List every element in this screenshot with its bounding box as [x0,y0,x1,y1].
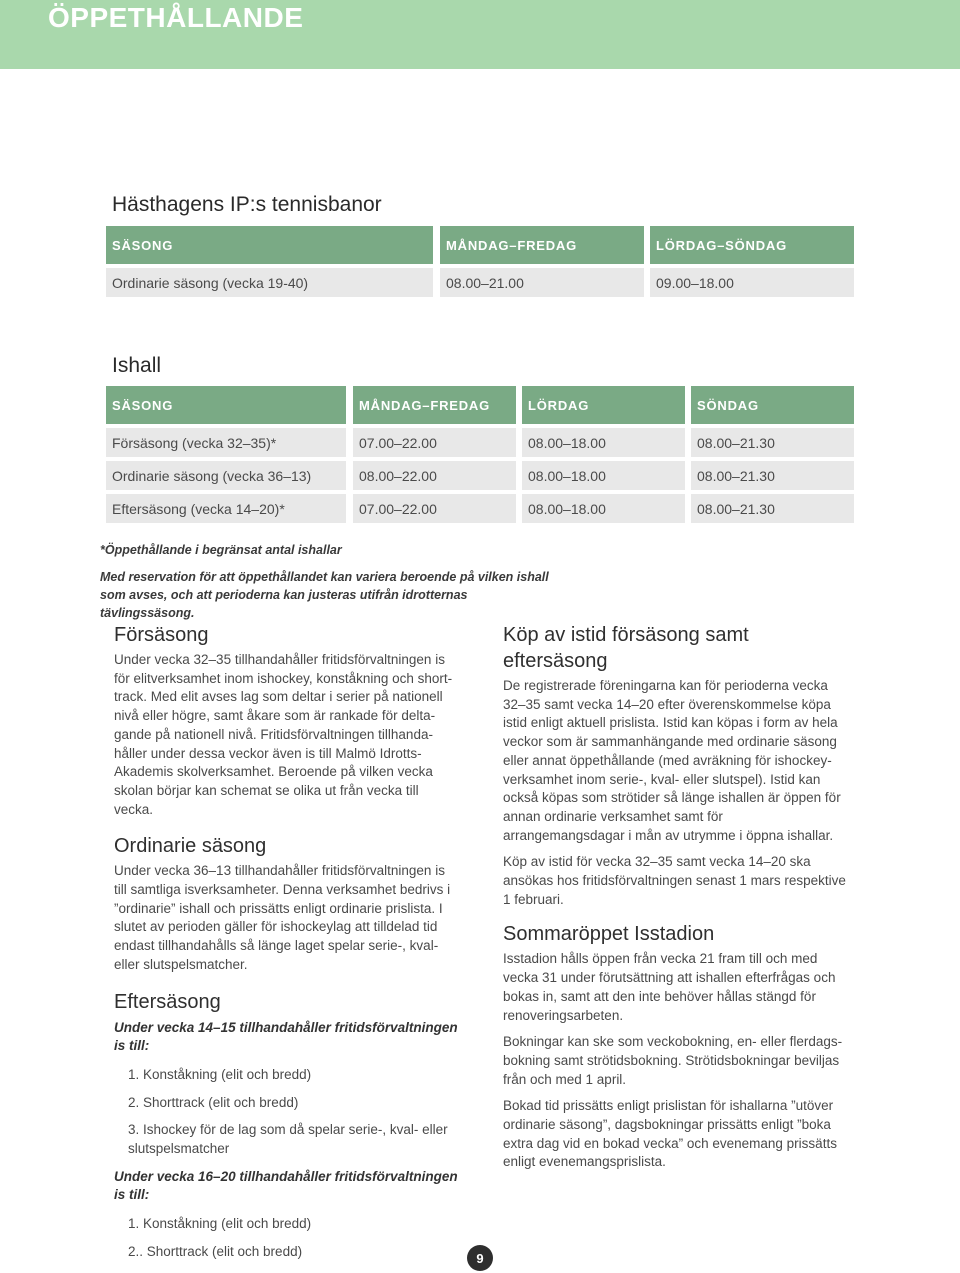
ishall-row2-saturday: 08.00–18.00 [522,461,685,490]
list-item: 1. Konståkning (elit och bredd) [128,1066,312,1082]
page-number: 9 [467,1245,493,1271]
kop-istid-heading: Köp av istid försäsong samt eftersäsong [503,624,749,672]
sommaroppet-heading: Sommaröppet Isstadion [503,923,715,946]
ordinarie-text: Under vecka 36–13 tillhandahåller fritidsförvaltningen is till samtliga isverksamheter. Denna verksamhet bedrivs i ”ordinarie” ishall och prissätts enligt ordinarie prislista. I slutet av perioden gäller för ishockeylag att tilldelad tid endast tillhandahålls så länge laget spelar serie-, kval-eller slutspelsmatcher. [114,863,451,972]
sommaroppet-text-3: Bokad tid prissätts enligt prislistan för ishallarna ”utöver ordinarie säsong”, dagsbokningar prissätts enligt ”boka extra dag vid en bokad vecka” och evenemang prissätts enligt evenemangsprislista. [503,1098,837,1170]
ishall-row3-saturday: 08.00–18.00 [522,494,685,523]
left-column [114,622,459,1262]
ordinarie-heading: Ordinarie säsong [114,835,267,858]
eftersasong-heading: Eftersäsong [114,990,221,1013]
ishall-row2-sunday: 08.00–21.30 [691,461,854,490]
ishall-row1-weekdays: 07.00–22.00 [353,428,516,457]
asterisk-note: *Öppethållande i begränsat antal ishallar [100,543,342,557]
ishall-row1-season: Försäsong (vecka 32–35)* [106,428,346,457]
ishall-row3-season: Eftersäsong (vecka 14–20)* [106,494,346,523]
eftersasong-subheading-1: Under vecka 14–15 tillhandahåller fritidsförvaltningen is till: [114,1019,458,1054]
header-banner [0,0,960,69]
list-item: 3. Ishockey för de lag som då spelar serie-, kval- eller slutspelsmatcher [128,1122,448,1157]
ishall-row3-weekdays: 07.00–22.00 [353,494,516,523]
page-title: ÖPPETHÅLLANDE [48,2,304,33]
ishall-header-saturday: LÖRDAG [522,386,685,424]
kop-istid-text-2: Köp av istid för vecka 32–35 samt vecka 14–20 ska ansökas hos fritidsförvaltningen senast 1 mars respektive 1 februari. [503,854,846,907]
sommaroppet-text-2: Bokningar kan ske som veckobokning, en- eller flerdags-bokning samt strötidsbokning. Strötidsbokningar beviljas från och med 1 april. [503,1034,843,1087]
ishall-row1-sunday: 08.00–21.30 [691,428,854,457]
tennis-header-season: SÄSONG [106,226,433,264]
list-item: 1. Konståkning (elit och bredd) [128,1216,312,1232]
tennis-row-weekdays: 08.00–21.00 [440,268,644,297]
forsasong-text: Under vecka 32–35 tillhandahåller fritidsförvaltningen is för elitverksamhet inom ishockey, konståkning och short-track. Med elit avses lag som deltar i serier på nationell nivå eller högre, samt åkare som är rankade för delta-gande på nationell nivå. Fritidsförvaltningen tillhanda-håller under dessa veckor även is till Malmö Idrotts-Akademis skolverksamhet. Beroende på vilken vecka skolan börjar kan schemat se olika ut från vecka till vecka. [114,652,453,817]
right-column [503,622,848,1172]
kop-istid-text-1: De registrerade föreningarna kan för perioderna vecka 32–35 samt vecka 14–20 efter överenskommelse köpa istid enligt aktuell prislista. Istid kan köpas i form av hela veckor som är sammanhängande med ordinarie säsong eller annat öppethållande (med avräkning för ishockey-verksamhet inom serie-, kval- eller slutspel). Istid kan också köpas som strötider så länge ishallen är öppen för annan ordinarie verksamhet samt för arrangemangsdagar i mån av utrymme i öppna ishallar. [503,678,841,843]
sommaroppet-text-1: Isstadion hålls öppen från vecka 21 fram till och med vecka 31 under förutsättning att ishallen efterfrågas och bokas in, samt att den inte behöver hållas stängd för renoveringsarbeten. [503,951,836,1023]
ishall-row2-weekdays: 08.00–22.00 [353,461,516,490]
ishall-row1-saturday: 08.00–18.00 [522,428,685,457]
reservation-note: Med reservation för att öppethållandet kan variera beroende på vilken ishall som avses, och att perioderna kan justeras utifrån idrotternas tävlingssäsong. [100,570,549,620]
ishall-row3-sunday: 08.00–21.30 [691,494,854,523]
tennis-section-title: Hästhagens IP:s tennisbanor [112,193,382,216]
eftersasong-subheading-2: Under vecka 16–20 tillhandahåller fritidsförvaltningen is till: [114,1168,458,1203]
tennis-row-weekend: 09.00–18.00 [650,268,854,297]
tennis-row-season: Ordinarie säsong (vecka 19-40) [106,268,433,297]
ishall-header-season: SÄSONG [106,386,346,424]
ishall-row2-season: Ordinarie säsong (vecka 36–13) [106,461,346,490]
tennis-header-weekend: LÖRDAG–SÖNDAG [650,226,854,264]
tennis-header-weekdays: MÅNDAG–FREDAG [440,226,644,264]
ishall-header-sunday: SÖNDAG [691,386,854,424]
ishall-header-weekdays: MÅNDAG–FREDAG [353,386,516,424]
list-item: 2.. Shorttrack (elit och bredd) [128,1243,303,1259]
forsasong-heading: Försäsong [114,624,209,646]
list-item: 2. Shorttrack (elit och bredd) [128,1094,299,1110]
ishall-section-title: Ishall [112,354,162,377]
